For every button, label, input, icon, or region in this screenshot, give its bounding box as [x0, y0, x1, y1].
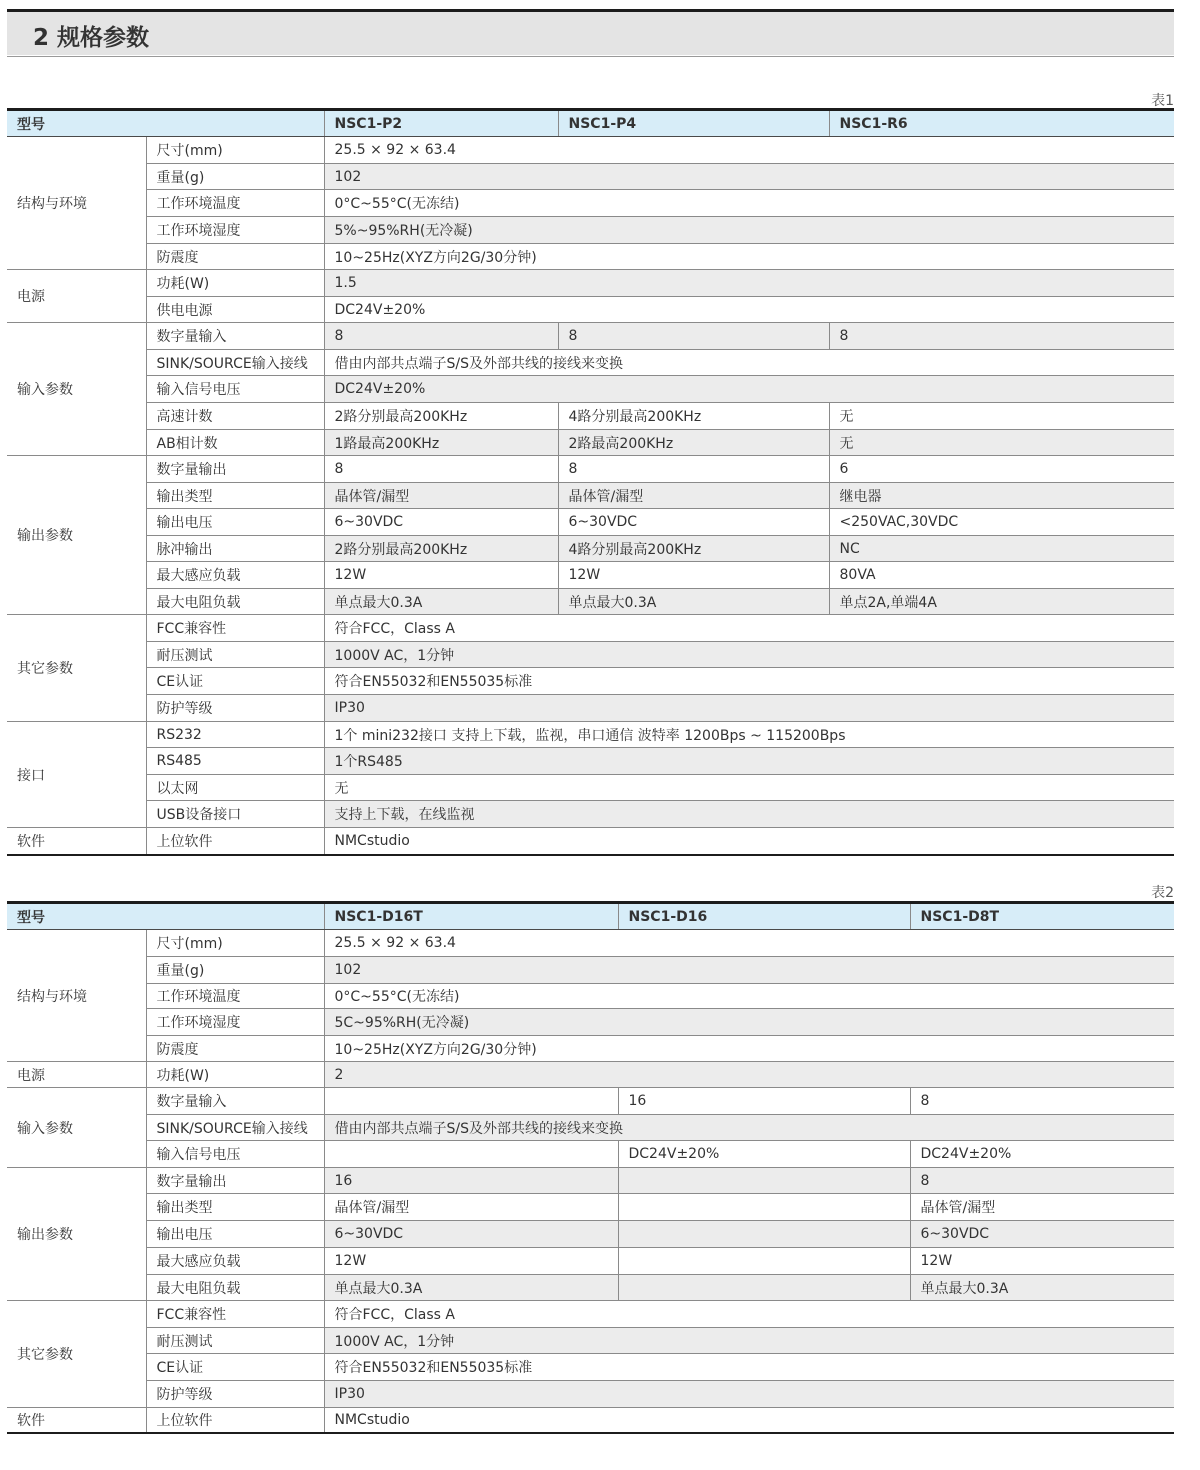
value-cell: 1.5 — [324, 270, 1174, 297]
category-cell: 软件 — [7, 1408, 146, 1433]
value-cell: 晶体管/漏型 — [558, 483, 829, 509]
table-row — [7, 297, 1174, 323]
value-cell — [618, 1221, 910, 1248]
table-row — [7, 615, 1174, 642]
table-row — [7, 137, 1174, 164]
spec-table-2 — [7, 901, 1174, 1434]
param-name-cell: 重量(g) — [146, 164, 324, 190]
header-model-1: NSC1-P2 — [324, 110, 558, 137]
value-cell: 2路分别最高200KHz — [324, 536, 558, 562]
section-divider — [7, 56, 1174, 57]
value-cell: 1路最高200KHz — [324, 430, 558, 456]
param-name-cell: 重量(g) — [146, 957, 324, 984]
table-row — [7, 376, 1174, 403]
param-name-cell: 上位软件 — [146, 828, 324, 855]
param-name-cell: FCC兼容性 — [146, 615, 324, 642]
table-header-row — [7, 110, 1174, 137]
value-cell: 继电器 — [829, 483, 1174, 509]
value-cell: 单点最大0.3A — [910, 1275, 1174, 1301]
param-name-cell: 数字量输入 — [146, 1088, 324, 1115]
value-cell: IP30 — [324, 1381, 1174, 1408]
value-cell: 1个 mini232接口 支持上下载，监视，串口通信 波特率 1200Bps ~ 115200Bps — [324, 722, 1174, 748]
category-cell: 输出参数 — [7, 456, 146, 615]
table-row — [7, 244, 1174, 270]
value-cell: 单点2A,单端4A — [829, 589, 1174, 615]
value-cell: 25.5 × 92 × 63.4 — [324, 137, 1174, 164]
table-row — [7, 1009, 1174, 1036]
category-cell: 电源 — [7, 270, 146, 323]
value-cell: DC24V±20% — [324, 297, 1174, 323]
category-cell: 结构与环境 — [7, 137, 146, 270]
table-row — [7, 1301, 1174, 1328]
table-row — [7, 642, 1174, 668]
param-name-cell: 防护等级 — [146, 695, 324, 722]
value-cell: 6~30VDC — [558, 509, 829, 536]
value-cell: 无 — [829, 403, 1174, 430]
param-name-cell: CE认证 — [146, 1354, 324, 1381]
table-row — [7, 456, 1174, 483]
table-row — [7, 1248, 1174, 1275]
value-cell — [324, 1088, 618, 1115]
value-cell — [618, 1275, 910, 1301]
category-cell: 输出参数 — [7, 1168, 146, 1301]
param-name-cell: 尺寸(mm) — [146, 930, 324, 957]
table-row — [7, 190, 1174, 217]
table-row — [7, 1141, 1174, 1168]
category-cell: 输入参数 — [7, 1088, 146, 1168]
table-row — [7, 1275, 1174, 1301]
header-model-3: NSC1-R6 — [829, 110, 1174, 137]
param-name-cell: 耐压测试 — [146, 642, 324, 668]
value-cell: 符合EN55032和EN55035标准 — [324, 1354, 1174, 1381]
param-name-cell: 数字量输出 — [146, 1168, 324, 1194]
value-cell: 符合FCC，Class A — [324, 615, 1174, 642]
table-row — [7, 930, 1174, 957]
param-name-cell: CE认证 — [146, 668, 324, 695]
param-name-cell: 工作环境温度 — [146, 984, 324, 1009]
table-row — [7, 957, 1174, 984]
value-cell: DC24V±20% — [618, 1141, 910, 1168]
param-name-cell: 输出电压 — [146, 1221, 324, 1248]
section-title: 2 规格参数 — [33, 25, 150, 51]
param-name-cell: 数字量输入 — [146, 323, 324, 350]
value-cell: 2路最高200KHz — [558, 430, 829, 456]
param-name-cell: 工作环境湿度 — [146, 217, 324, 244]
param-name-cell: FCC兼容性 — [146, 1301, 324, 1328]
value-cell: 符合EN55032和EN55035标准 — [324, 668, 1174, 695]
param-name-cell: 输出电压 — [146, 509, 324, 536]
value-cell: 6~30VDC — [324, 509, 558, 536]
value-cell: 16 — [324, 1168, 618, 1194]
value-cell: 2 — [324, 1062, 1174, 1088]
table-row — [7, 403, 1174, 430]
value-cell: 5%~95%RH(无冷凝) — [324, 217, 1174, 244]
param-name-cell: 输出类型 — [146, 1194, 324, 1221]
param-name-cell: 上位软件 — [146, 1408, 324, 1433]
category-cell: 其它参数 — [7, 615, 146, 722]
param-name-cell: 功耗(W) — [146, 270, 324, 297]
category-cell: 电源 — [7, 1062, 146, 1088]
value-cell: 6~30VDC — [324, 1221, 618, 1248]
param-name-cell: 脉冲输出 — [146, 536, 324, 562]
section-header — [7, 9, 1174, 55]
table-row — [7, 217, 1174, 244]
value-cell: 16 — [618, 1088, 910, 1115]
value-cell: NMCstudio — [324, 828, 1174, 855]
table-row — [7, 775, 1174, 801]
value-cell: 8 — [558, 456, 829, 483]
category-cell: 软件 — [7, 828, 146, 855]
category-cell: 结构与环境 — [7, 930, 146, 1062]
value-cell: 2路分别最高200KHz — [324, 403, 558, 430]
table-row — [7, 1115, 1174, 1141]
param-name-cell: 输入信号电压 — [146, 1141, 324, 1168]
value-cell: 符合FCC，Class A — [324, 1301, 1174, 1328]
header-model-2: NSC1-P4 — [558, 110, 829, 137]
value-cell: 支持上下载，在线监视 — [324, 801, 1174, 828]
value-cell: 12W — [324, 1248, 618, 1275]
param-name-cell: 高速计数 — [146, 403, 324, 430]
value-cell: 12W — [558, 562, 829, 589]
table-row — [7, 350, 1174, 376]
category-cell: 输入参数 — [7, 323, 146, 456]
value-cell: 8 — [829, 323, 1174, 350]
value-cell: 25.5 × 92 × 63.4 — [324, 930, 1174, 957]
param-name-cell: SINK/SOURCE输入接线 — [146, 1115, 324, 1141]
param-name-cell: RS232 — [146, 722, 324, 748]
value-cell: 4路分别最高200KHz — [558, 536, 829, 562]
value-cell: 6 — [829, 456, 1174, 483]
value-cell — [618, 1194, 910, 1221]
value-cell: 借由内部共点端子S/S及外部共线的接线来变换 — [324, 350, 1174, 376]
table-row — [7, 536, 1174, 562]
value-cell: 8 — [910, 1088, 1174, 1115]
param-name-cell: 尺寸(mm) — [146, 137, 324, 164]
param-name-cell: 功耗(W) — [146, 1062, 324, 1088]
value-cell: 6~30VDC — [910, 1221, 1174, 1248]
value-cell: <250VAC,30VDC — [829, 509, 1174, 536]
table-row — [7, 1354, 1174, 1381]
table-label-1: 表1 — [1151, 93, 1174, 109]
value-cell: 4路分别最高200KHz — [558, 403, 829, 430]
header-model-3: NSC1-D8T — [910, 903, 1174, 930]
param-name-cell: 最大电阻负载 — [146, 1275, 324, 1301]
value-cell: 晶体管/漏型 — [910, 1194, 1174, 1221]
table-row — [7, 828, 1174, 855]
value-cell: 单点最大0.3A — [324, 589, 558, 615]
value-cell: 晶体管/漏型 — [324, 1194, 618, 1221]
value-cell: 10~25Hz(XYZ方向2G/30分钟) — [324, 244, 1174, 270]
value-cell: 102 — [324, 957, 1174, 984]
table-row — [7, 562, 1174, 589]
table-header-row — [7, 903, 1174, 930]
table-row — [7, 323, 1174, 350]
header-model-label: 型号 — [7, 903, 324, 930]
table-row — [7, 1036, 1174, 1062]
table-row — [7, 164, 1174, 190]
header-model-1: NSC1-D16T — [324, 903, 618, 930]
param-name-cell: 供电电源 — [146, 297, 324, 323]
value-cell — [324, 1141, 618, 1168]
table-row — [7, 1328, 1174, 1354]
table-row — [7, 1221, 1174, 1248]
value-cell: 1个RS485 — [324, 748, 1174, 775]
table-row — [7, 1194, 1174, 1221]
value-cell: 8 — [558, 323, 829, 350]
table-row — [7, 483, 1174, 509]
value-cell: 单点最大0.3A — [324, 1275, 618, 1301]
param-name-cell: USB设备接口 — [146, 801, 324, 828]
param-name-cell: SINK/SOURCE输入接线 — [146, 350, 324, 376]
value-cell: 0°C~55°C(无冻结) — [324, 984, 1174, 1009]
value-cell: 单点最大0.3A — [558, 589, 829, 615]
value-cell: 12W — [324, 562, 558, 589]
param-name-cell: 防震度 — [146, 1036, 324, 1062]
table-row — [7, 1062, 1174, 1088]
table-row — [7, 1088, 1174, 1115]
value-cell — [618, 1248, 910, 1275]
value-cell: 借由内部共点端子S/S及外部共线的接线来变换 — [324, 1115, 1174, 1141]
value-cell: 1000V AC，1分钟 — [324, 1328, 1174, 1354]
table-label-2: 表2 — [1151, 885, 1174, 901]
value-cell: 8 — [324, 323, 558, 350]
table-row — [7, 748, 1174, 775]
value-cell: 8 — [324, 456, 558, 483]
param-name-cell: 防护等级 — [146, 1381, 324, 1408]
value-cell: 无 — [324, 775, 1174, 801]
value-cell: 8 — [910, 1168, 1174, 1194]
value-cell: 102 — [324, 164, 1174, 190]
value-cell: NC — [829, 536, 1174, 562]
table-row — [7, 695, 1174, 722]
value-cell: 0°C~55°C(无冻结) — [324, 190, 1174, 217]
table-row — [7, 430, 1174, 456]
table-row — [7, 509, 1174, 536]
param-name-cell: AB相计数 — [146, 430, 324, 456]
table-row — [7, 668, 1174, 695]
table-row — [7, 1168, 1174, 1194]
header-model-label: 型号 — [7, 110, 324, 137]
param-name-cell: 以太网 — [146, 775, 324, 801]
spec-table-1 — [7, 108, 1174, 856]
category-cell: 接口 — [7, 722, 146, 828]
table-row — [7, 1381, 1174, 1408]
value-cell: 无 — [829, 430, 1174, 456]
param-name-cell: 最大电阻负载 — [146, 589, 324, 615]
table-row — [7, 722, 1174, 748]
param-name-cell: 数字量输出 — [146, 456, 324, 483]
value-cell: DC24V±20% — [910, 1141, 1174, 1168]
param-name-cell: 输出类型 — [146, 483, 324, 509]
param-name-cell: 工作环境湿度 — [146, 1009, 324, 1036]
param-name-cell: 最大感应负载 — [146, 1248, 324, 1275]
value-cell: 晶体管/漏型 — [324, 483, 558, 509]
table-row — [7, 984, 1174, 1009]
value-cell: 80VA — [829, 562, 1174, 589]
param-name-cell: 防震度 — [146, 244, 324, 270]
value-cell: DC24V±20% — [324, 376, 1174, 403]
param-name-cell: 工作环境温度 — [146, 190, 324, 217]
value-cell: 10~25Hz(XYZ方向2G/30分钟) — [324, 1036, 1174, 1062]
table-row — [7, 1408, 1174, 1433]
param-name-cell: 耐压测试 — [146, 1328, 324, 1354]
param-name-cell: 最大感应负载 — [146, 562, 324, 589]
param-name-cell: 输入信号电压 — [146, 376, 324, 403]
value-cell: 1000V AC，1分钟 — [324, 642, 1174, 668]
table-row — [7, 589, 1174, 615]
value-cell: NMCstudio — [324, 1408, 1174, 1433]
value-cell — [618, 1168, 910, 1194]
value-cell: IP30 — [324, 695, 1174, 722]
table-row — [7, 270, 1174, 297]
header-model-2: NSC1-D16 — [618, 903, 910, 930]
category-cell: 其它参数 — [7, 1301, 146, 1408]
value-cell: 5C~95%RH(无冷凝) — [324, 1009, 1174, 1036]
table-row — [7, 801, 1174, 828]
param-name-cell: RS485 — [146, 748, 324, 775]
value-cell: 12W — [910, 1248, 1174, 1275]
